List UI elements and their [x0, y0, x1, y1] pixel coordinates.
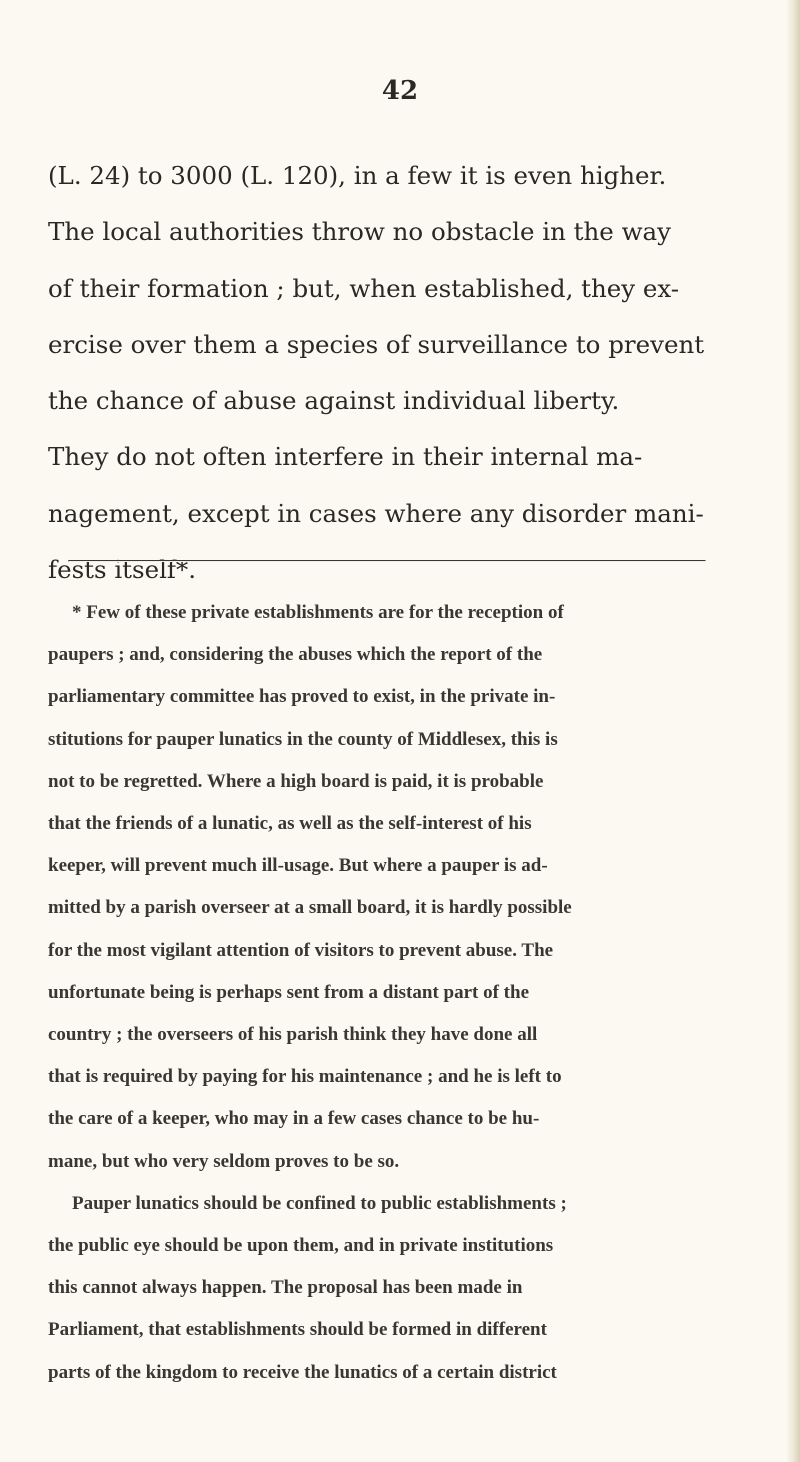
footnote-line: paupers ; and, considering the abuses which the report of the [48, 644, 543, 666]
main-text-line: They do not often interfere in their internal ma- [48, 442, 643, 472]
footnote-line: keeper, will prevent much ill-usage. But where a pauper is ad- [48, 855, 548, 877]
main-text-line: (L. 24) to 3000 (L. 120), in a few it is even higher. [48, 161, 667, 190]
footnote-line: * Few of these private establishments are for the reception of [72, 602, 564, 623]
footnote-line: that is required by paying for his maintenance ; and he is left to [48, 1066, 562, 1088]
footnote-line: this cannot always happen. The proposal has been made in [48, 1277, 523, 1299]
page-number: 42 [381, 76, 419, 106]
footnote-line: mitted by a parish overseer at a small board, it is hardly possible [48, 897, 572, 919]
footnote-line: country ; the overseers of his parish think they have done all [48, 1024, 538, 1046]
footnote-line: mane, but who very seldom proves to be so. [48, 1150, 400, 1172]
footnote-line: unfortunate being is perhaps sent from a distant part of the [48, 981, 530, 1003]
footnote-divider [68, 560, 706, 562]
footnote-line: not to be regretted. Where a high board is paid, it is probable [48, 770, 544, 792]
footnote-line: stitutions for pauper lunatics in the county of Middlesex, this is [48, 728, 558, 750]
main-text-line: The local authorities throw no obstacle in the way [48, 217, 671, 247]
footnote-line: parliamentary committee has proved to exist, in the private in- [48, 686, 556, 708]
main-text-line: ercise over them a species of surveillance to prevent [48, 329, 705, 359]
footnote-line: the care of a keeper, who may in a few cases chance to be hu- [48, 1108, 540, 1130]
main-text-line: fests itself*. [48, 555, 197, 585]
footnote-line: Pauper lunatics should be confined to public establishments ; [72, 1192, 567, 1214]
main-text-line: the chance of abuse against individual liberty. [48, 386, 620, 416]
main-text-line: nagement, except in cases where any disorder mani- [48, 498, 704, 528]
footnote [48, 592, 716, 1394]
footnote-line: the public eye should be upon them, and in private institutions [48, 1235, 554, 1257]
main-text-line: of their formation ; but, when established, they ex- [48, 273, 680, 303]
footnote-line: parts of the kingdom to receive the lunatics of a certain district [48, 1361, 557, 1383]
main-text [48, 148, 718, 598]
footnote-line: that the friends of a lunatic, as well as the self-interest of his [48, 813, 532, 835]
footnote-line: Parliament, that establishments should be formed in different [48, 1319, 547, 1341]
page-edge [786, 0, 800, 1462]
footnote-line: for the most vigilant attention of visitors to prevent abuse. The [48, 939, 554, 961]
